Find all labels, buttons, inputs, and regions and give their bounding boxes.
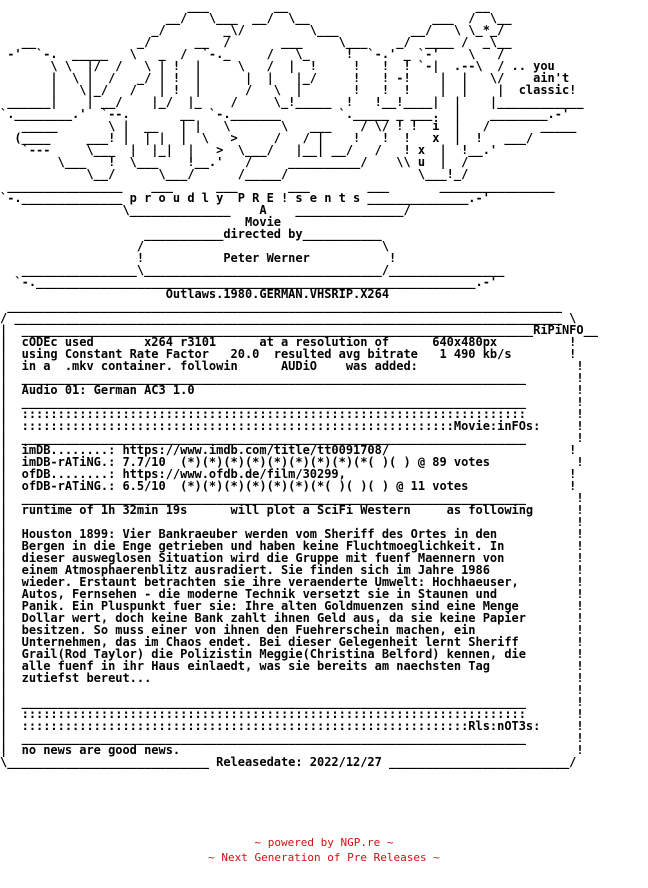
nfo-line: | in a .mkv container. followin AUDiO was added: ! [0, 359, 584, 373]
nfo-line: _____ \ | __ | | \ \ ___ / \/ ! ! i | / _____ [0, 119, 577, 133]
nfo-line: _____________________________________________________________________________ [0, 299, 562, 313]
nfo-line: `-.______________ p r o u d l y P R E ! s e n t s ______________.-' [0, 191, 490, 205]
nfo-line: | wieder. Erstaunt betrachten sie ihre veraenderte Umwelt: Hochhaeuser, ! [0, 575, 584, 589]
nfo-line: __/ \___ __/ \__ ___ / \__ [0, 11, 512, 25]
nfo-line: | dieser ausweglosen Situation wird die Gruppe mit fuenf Maennern von ! [0, 551, 584, 565]
nfo-line: / ____________________________________________________________________________ \ [0, 311, 577, 325]
nfo-line: / \ [0, 239, 390, 253]
nfo-line: \__/ \___/ /_____/ \___!_/ [0, 167, 469, 181]
nfo-line: | Houston 1899: Vier Bankraeuber werden vom Sheriff des Ortes in den ! [0, 527, 584, 541]
nfo-line: | Dollar wert, doch keine Bank zahlt ihnen Geld aus, da sie keine Papier ! [0, 611, 584, 625]
nfo-line: ______| | __/ |_/ |_ / \_!_____ ! !__!____| | |____________ [0, 95, 584, 109]
nfo-line: \ \ |/ / \ | ! | \ / | ! ! ! ! `-| .--\ / .. you [0, 59, 555, 73]
nfo-line: `.________.' `--. __ `-._______ `._____ _ ___. | ________.-' [0, 107, 570, 121]
nfo-line: | imDB........: https://www.imdb.com/title/tt0091708/ ! [0, 443, 577, 457]
nfo-line: ________________ ___ ___ ___ ___ ________________ [0, 179, 555, 193]
nfo-line: | ______________________________________________________________________ ! [0, 731, 584, 745]
nfo-line: | ______________________________________________________________________ ! [0, 395, 584, 409]
nfo-line: | Unternehmen, das im Chaos endet. Bei dieser Gelegenheit lernt Sheriff ! [0, 635, 584, 649]
nfo-line: | zutiefst bereut... ! [0, 671, 584, 685]
nfo-line: ________________\_________________________________/________________ [0, 263, 505, 277]
nfo-line: `--- \___ | |_| | > \___/ |__| __/ / ! x | !__.' [0, 143, 498, 157]
nfo-line: Outlaws.1980.GERMAN.VHSRIP.X264 [0, 287, 390, 301]
nfo-line: | :::::::::::::::::::::::::::::::::::::::::::::::::::::::::::::::::::::: ! [0, 707, 584, 721]
nfo-line: _/ _\/ \___ __/ \ \_*_/ [0, 23, 505, 37]
nfo-line: | ______________________________________________________________________ ! [0, 431, 584, 445]
nfo-line: | ::::::::::::::::::::::::::::::::::::::::::::::::::::::::::::Movie:inFOs: ! [0, 419, 584, 433]
nfo-line: | \|_/ / | ! | / \ | ! ! ! | | | classic! [0, 83, 577, 97]
footer-powered-by: ~ powered by NGP.re ~ [254, 836, 394, 849]
nfo-line: | ! [0, 683, 584, 697]
nfo-line: \______________ A _______________/ [0, 203, 411, 217]
nfo-line: | ______________________________________________________________________ ! [0, 491, 584, 505]
nfo-line: \___ ! \___ !__.' / __________/ \\ u | / [0, 155, 469, 169]
nfo-line: | ::::::::::::::::::::::::::::::::::::::::::::::::::::::::::::::Rls:nOT3s: ! [0, 719, 584, 733]
nfo-line: | runtime of 1h 32min 19s will plot a SciFi Western as following ! [0, 503, 584, 517]
nfo-line: | Grail(Rod Taylor) die Polizistin Meggie(Christina Belford) kennen, die ! [0, 647, 584, 661]
nfo-line: | Autos, Fernsehen - die moderne Technik versetzt sie in Staunen und ! [0, 587, 584, 601]
nfo-line: | no news are good news. ! [0, 743, 584, 757]
nfo-line: | _______________________________________________________________________RiPiNFO__ [0, 323, 598, 337]
nfo-line: | ______________________________________________________________________ ! [0, 371, 584, 385]
footer-tagline: ~ Next Generation of Pre Releases ~ [208, 851, 440, 864]
nfo-line: ___ __ __ [0, 0, 490, 13]
nfo-line: | ______________________________________________________________________ ! [0, 695, 584, 709]
nfo-line: | besitzen. So muss einer von ihnen den Fuehrerschein machen, ein ! [0, 623, 584, 637]
nfo-line: | using Constant Rate Factor 20.0 resulted avg bitrate 1 490 kb/s ! [0, 347, 577, 361]
nfo-line: | einem Atmosphaerenblitz ausradiert. Sie finden sich im Jahre 1986 ! [0, 563, 584, 577]
nfo-line: | Panik. Ein Pluspunkt fuer sie: Ihre alten Goldmuenzen sind eine Menge ! [0, 599, 584, 613]
nfo-line: | cODEc used x264 r3101 at a resolution of 640x480px ! [0, 335, 577, 349]
nfo-line: | Bergen in die Enge getrieben und haben keine Fluchtmoeglichkeit. In ! [0, 539, 584, 553]
nfo-line: | :::::::::::::::::::::::::::::::::::::::::::::::::::::::::::::::::::::: ! [0, 407, 584, 421]
nfo-line: | ! [0, 515, 584, 529]
nfo-line: __ _/ __ / ___ \___ _/ ____ / _\__ [0, 35, 512, 49]
nfo-line: Movie [0, 215, 281, 229]
nfo-line: | alle fuenf in ihr Haus einlaedt, was sie bereits am naechsten Tag ! [0, 659, 584, 673]
nfo-line: | \ | / _/ | ! | | | |_/ ! ! -! | | \/ ain't [0, 71, 570, 85]
nfo-line: | ofDB-rATiNG.: 6.5/10 (*)(*)(*)(*)(*)(*)(*( )( )( ) @ 11 votes ! [0, 479, 577, 493]
nfo-line: ___________directed by___________ [0, 227, 382, 241]
nfo-line: `-._____________________________________________________________.-' [0, 275, 498, 289]
nfo-line: (____ ___! | | | | \ > / / | ! ! ! x | ! ___/ [0, 131, 534, 145]
nfo-line: \____________________________ Releasedate: 2022/12/27 _________________________/ [0, 755, 577, 769]
nfo-line: | Audio 01: German AC3 1.0 ! [0, 383, 584, 397]
nfo-line: | ofDB........: https://www.ofdb.de/film/30299, ! [0, 467, 577, 481]
nfo-line: -' `-. _____ \ _ / `-._ / \_ ! `-.' _ `-' \ / [0, 47, 505, 61]
nfo-line: | imDB-rATiNG.: 7.7/10 (*)(*)(*)(*)(*)(*)(*)(*)(*( )( ) @ 89 votes ! [0, 455, 584, 469]
nfo-line: ! Peter Werner ! [0, 251, 397, 265]
